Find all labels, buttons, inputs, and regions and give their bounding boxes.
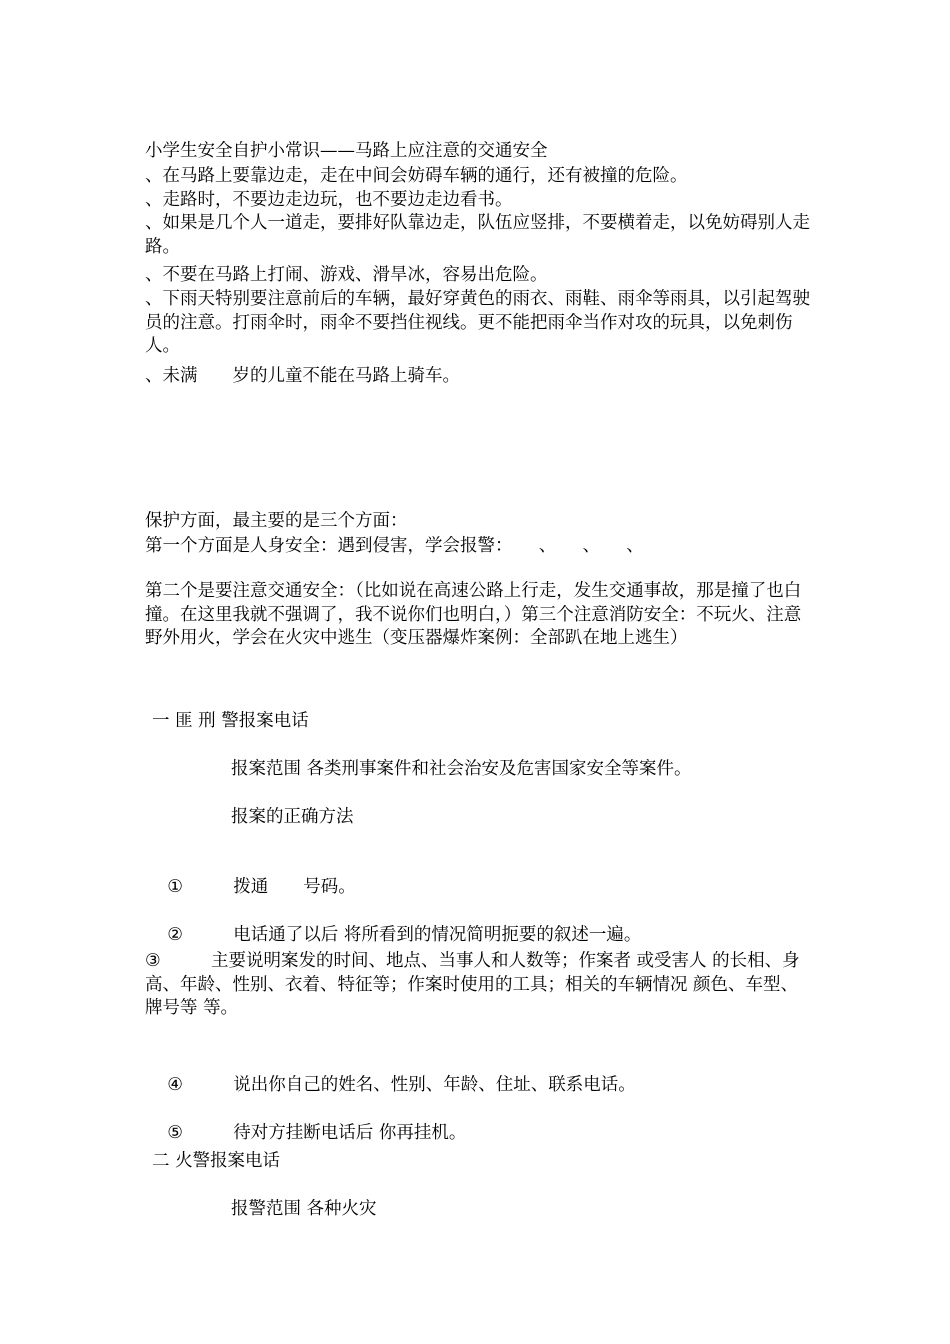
step-number: ② — [167, 925, 183, 945]
step-number: ③ — [145, 951, 161, 971]
police-scope: 报案范围 各类刑事案件和社会治安及危害国家安全等案件。 — [231, 759, 692, 779]
step-text: 说出你自己的姓名、性别、年龄、住址、联系电话。 — [233, 1075, 636, 1095]
step-item — [145, 950, 810, 1021]
list-item: 、未满 岁的儿童不能在马路上骑车。 — [145, 366, 460, 386]
traffic-fire-paragraph: 第二个是要注意交通安全：（比如说在高速公路上行走，发生交通事故，那是撞了也白撞。在这里我就不强调了，我不说你们也明白，）第三个注意消防安全：不玩火、注意野外用火，学会在火灾中逃生（变压器爆炸案例：全部趴在地上逃生） — [145, 581, 802, 648]
list-item: 、下雨天特别要注意前后的车辆，最好穿黄色的雨衣、雨鞋、雨伞等雨具，以引起驾驶员的注意。打雨伞时，雨伞不要挡住视线。更不能把雨伞当作对攻的玩具，以免刺伤人。 — [145, 289, 810, 356]
step-text: 拨通 号码。 — [233, 877, 356, 897]
personal-safety-line: 第一个方面是人身安全：遇到侵害，学会报警： 、 、 、 — [145, 536, 644, 556]
list-item: 、不要在马路上打闹、游戏、滑旱冰，容易出危险。 — [145, 265, 548, 285]
fire-scope: 报警范围 各种火灾 — [231, 1199, 377, 1219]
report-method-title: 报案的正确方法 — [231, 807, 354, 827]
step-text: 待对方挂断电话后 你再挂机。 — [233, 1123, 467, 1143]
list-item: 、如果是几个人一道走，要排好队靠边走，队伍应竖排，不要横着走，以免妨碍别人走路。 — [145, 213, 810, 257]
step-text: 主要说明案发的时间、地点、当事人和人数等；作案者 或受害人 的长相、身高、年龄、性别、衣着、特征等；作案时使用的工具；相关的车辆情况 颜色、车型、牌号等 等。 — [145, 951, 800, 1018]
police-heading: 一 匪 刑 警报案电话 — [152, 711, 309, 731]
step-text: 电话通了以后 将所看到的情况简明扼要的叙述一遍。 — [233, 925, 642, 945]
list-item: 、在马路上要靠边走，走在中间会妨碍车辆的通行，还有被撞的危险。 — [145, 166, 688, 186]
step-number: ④ — [167, 1075, 183, 1095]
protection-intro: 保护方面，最主要的是三个方面： — [145, 511, 408, 531]
fire-heading: 二 火警报案电话 — [152, 1151, 281, 1171]
step-number: ① — [167, 877, 183, 897]
step-number: ⑤ — [167, 1123, 183, 1143]
list-item: 、走路时，不要边走边玩，也不要边走边看书。 — [145, 190, 513, 210]
section-title: 小学生安全自护小常识——马路上应注意的交通安全 — [145, 141, 548, 161]
